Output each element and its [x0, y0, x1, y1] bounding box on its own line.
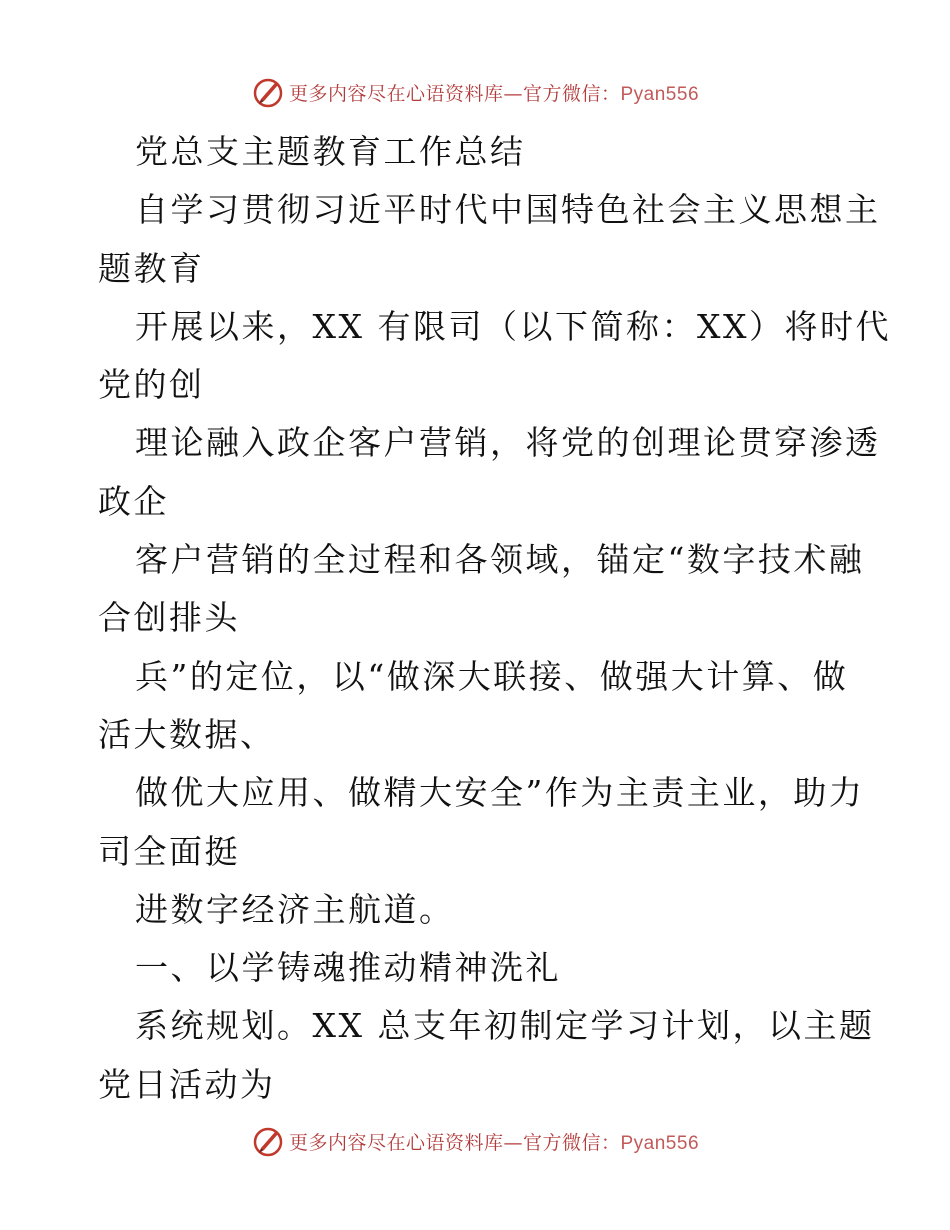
text-line: 党日活动为 — [98, 1064, 276, 1104]
text-line: 开展以来，XX 有限司（以下简称：XX）将时代 — [135, 306, 891, 346]
text-line: 系统规划。XX 总支年初制定学习计划，以主题 — [135, 1006, 875, 1046]
text-line: 题教育 — [98, 248, 205, 288]
quill-logo-icon — [251, 75, 285, 109]
text-line: 理论融入政企客户营销，将党的创理论贯穿渗透 — [135, 423, 881, 463]
text-line: 司全面挺 — [98, 831, 240, 871]
text-line: 活大数据、 — [98, 714, 276, 754]
text-line: 自学习贯彻习近平时代中国特色社会主义思想主 — [135, 190, 881, 230]
footer-watermark — [0, 1121, 950, 1161]
text-line: 政企 — [98, 481, 169, 521]
watermark-text: 更多内容尽在心语资料库—官方微信：Pyan556 — [288, 1131, 700, 1154]
quill-logo-icon — [251, 1124, 285, 1158]
text-line: 兵”的定位，以“做深大联接、做强大计算、做 — [135, 656, 849, 696]
text-line: 客户营销的全过程和各领域，锚定“数字技术融 — [135, 540, 865, 580]
section-heading: 一、以学铸魂推动精神洗礼 — [135, 948, 561, 988]
text-line: 进数字经济主航道。 — [135, 889, 455, 929]
document-title: 党总支主题教育工作总结 — [135, 132, 526, 171]
text-line: 做优大应用、做精大安全”作为主责主业，助力 — [135, 773, 865, 813]
header-watermark — [0, 72, 950, 112]
document-body — [98, 123, 891, 1114]
watermark-text: 更多内容尽在心语资料库—官方微信：Pyan556 — [288, 82, 700, 105]
text-line: 合创排头 — [98, 598, 240, 638]
text-line: 党的创 — [98, 365, 205, 405]
